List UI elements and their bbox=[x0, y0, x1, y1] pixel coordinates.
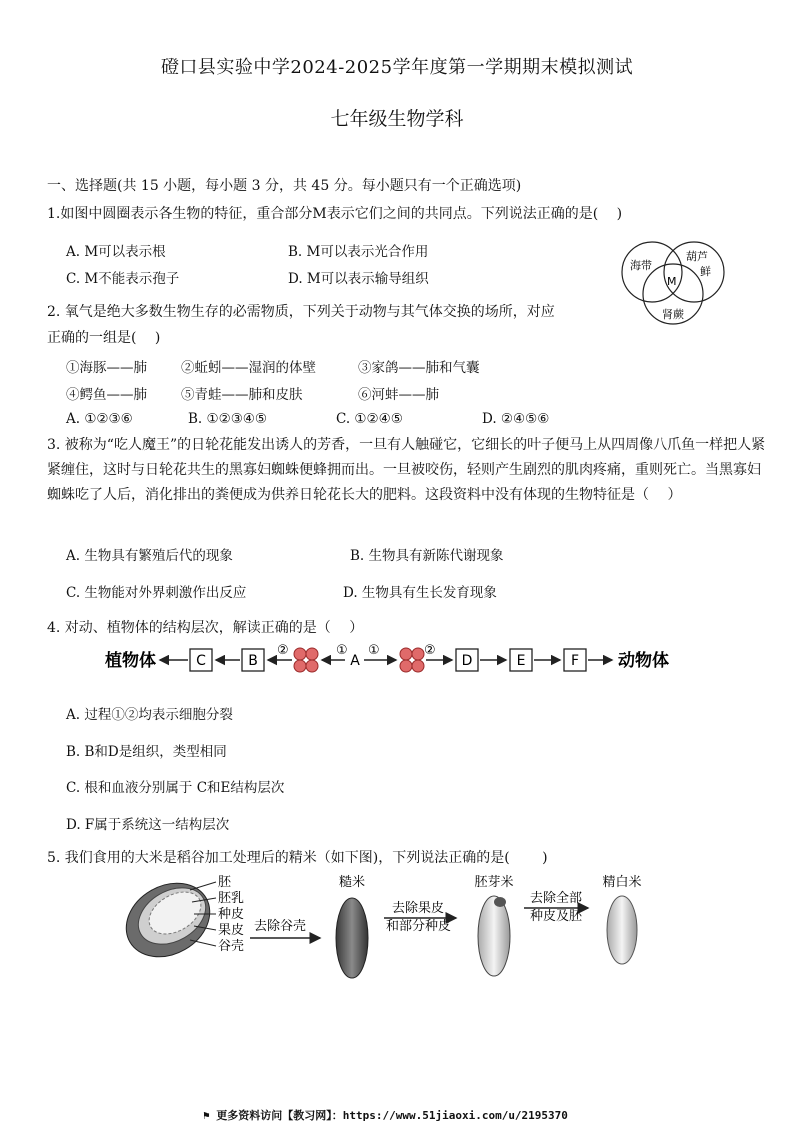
q3-option-d[interactable]: D. 生物具有生长发育现象 bbox=[343, 585, 497, 601]
rice-processing-diagram bbox=[120, 868, 680, 988]
stage-germ-rice: 胚芽米 bbox=[474, 875, 514, 890]
venn-label-m: M bbox=[667, 275, 677, 288]
q2-item-6: ⑥河蚌——肺 bbox=[358, 387, 439, 403]
arrow3-label-line2: 种皮及胚 bbox=[530, 909, 583, 924]
step-1-left: ① bbox=[336, 643, 348, 658]
brown-rice-grain bbox=[336, 898, 368, 978]
q4-option-c[interactable]: C. 根和血液分别属于 C和E结构层次 bbox=[66, 780, 285, 796]
germ-rice-grain bbox=[478, 896, 510, 976]
box-e-label: E bbox=[516, 653, 526, 669]
q1-stem: 1.如图中圆圈表示各生物的特征，重合部分M表示它们之间的共同点。下列说法正确的是( ) bbox=[47, 206, 623, 222]
rice-seed-cross-section bbox=[120, 869, 223, 972]
q2-item-3: ③家鸽——肺和气囊 bbox=[358, 360, 480, 376]
q1-option-a[interactable]: A. M可以表示根 bbox=[66, 244, 166, 260]
stage-brown-rice: 糙米 bbox=[338, 875, 366, 890]
q2-option-c[interactable]: C. ①②④⑤ bbox=[336, 411, 403, 427]
page-title: 磴口县实验中学2024-2025学年度第一学期期末模拟测试 bbox=[160, 57, 634, 78]
germ-spot bbox=[494, 897, 506, 907]
arrow2-label-line1: 去除果皮 bbox=[392, 901, 445, 916]
venn-label-gourd: 葫芦 bbox=[686, 250, 708, 263]
part-embryo: 胚 bbox=[218, 875, 232, 890]
section-heading: 一、选择题(共 15 小题，每小题 3 分，共 45 分。每小题只有一个正确选项) bbox=[47, 178, 522, 194]
q3-option-c[interactable]: C. 生物能对外界刺激作出反应 bbox=[66, 585, 247, 601]
q2-option-b[interactable]: B. ①②③④⑤ bbox=[188, 411, 268, 427]
venn-label-fresh: 鲜 bbox=[700, 265, 711, 278]
structure-levels-diagram bbox=[100, 640, 700, 680]
q2-item-5: ⑤青蛙——肺和皮肤 bbox=[181, 387, 303, 403]
q3-option-b[interactable]: B. 生物具有新陈代谢现象 bbox=[350, 548, 504, 564]
arrow1-label: 去除谷壳 bbox=[254, 919, 307, 934]
q1-option-c[interactable]: C. M不能表示孢子 bbox=[66, 271, 180, 287]
q2-item-4: ④鳄鱼——肺 bbox=[66, 387, 147, 403]
q3-option-a[interactable]: A. 生物具有繁殖后代的现象 bbox=[66, 548, 233, 564]
box-c-label: C bbox=[196, 653, 206, 669]
animal-body-label: 动物体 bbox=[618, 651, 669, 671]
box-b-label: B bbox=[248, 653, 258, 669]
part-seed-coat: 种皮 bbox=[218, 907, 245, 922]
venn-diagram bbox=[618, 236, 728, 328]
cell-a-label: A bbox=[350, 653, 360, 669]
q5-stem: 5. 我们食用的大米是稻谷加工处理后的精米（如下图)，下列说法正确的是( ) bbox=[47, 850, 548, 866]
q2-option-a[interactable]: A. ①②③⑥ bbox=[66, 411, 133, 427]
step-2-right: ② bbox=[424, 643, 436, 658]
q1-option-d[interactable]: D. M可以表示输导组织 bbox=[288, 271, 429, 287]
q4-option-d[interactable]: D. F属于系统这一结构层次 bbox=[66, 817, 230, 833]
q2-item-2: ②蚯蚓——湿润的体壁 bbox=[181, 360, 316, 376]
q2-stem-line2: 正确的一组是( ) bbox=[47, 330, 161, 346]
footer-link[interactable] bbox=[203, 1107, 568, 1123]
q4-stem: 4. 对动、植物体的结构层次，解读正确的是（ ） bbox=[47, 620, 364, 636]
footer-text: 更多资料访问【教习网】：https://www.51jiaoxi.com/u/2195370 bbox=[216, 1109, 568, 1122]
box-f-label: F bbox=[570, 653, 580, 669]
q4-option-b[interactable]: B. B和D是组织，类型相同 bbox=[66, 744, 227, 760]
q2-stem-line1: 2. 氧气是绝大多数生物生存的必需物质，下列关于动物与其气体交换的场所，对应 bbox=[47, 304, 555, 320]
cell-cluster-right bbox=[400, 648, 424, 672]
q2-option-d[interactable]: D. ②④⑤⑥ bbox=[482, 411, 550, 427]
step-1-right: ① bbox=[368, 643, 380, 658]
q2-item-1: ①海豚——肺 bbox=[66, 360, 147, 376]
part-pericarp: 果皮 bbox=[218, 923, 245, 938]
box-d-label: D bbox=[461, 653, 473, 669]
flag-icon: ⚑ bbox=[203, 1109, 217, 1122]
part-husk: 谷壳 bbox=[218, 939, 245, 954]
q4-option-a[interactable]: A. 过程①②均表示细胞分裂 bbox=[66, 707, 233, 723]
page-subtitle: 七年级生物学科 bbox=[330, 108, 464, 130]
stage-polished-rice: 精白米 bbox=[602, 875, 642, 890]
polished-rice-grain bbox=[607, 896, 637, 964]
venn-label-fern: 肾蕨 bbox=[662, 308, 684, 321]
arrow2-label-line2: 和部分种皮 bbox=[386, 919, 452, 934]
part-endosperm: 胚乳 bbox=[218, 891, 245, 906]
q1-option-b[interactable]: B. M可以表示光合作用 bbox=[288, 244, 429, 260]
venn-label-kelp: 海带 bbox=[630, 259, 652, 272]
cell-cluster-left bbox=[294, 648, 318, 672]
plant-body-label: 植物体 bbox=[105, 651, 156, 671]
arrow3-label-line1: 去除全部 bbox=[530, 891, 583, 906]
step-2-left: ② bbox=[277, 643, 289, 658]
q3-stem: 3. 被称为“吃人魔王”的日轮花能发出诱人的芳香，一旦有人触碰它，它细长的叶子便马上从四周像八爪鱼一样把人紧紧缠住，这时与日轮花共生的黑寡妇蜘蛛便蜂拥而出。一旦被咬伤，轻则产生剧烈的肌肉疼痛，重则死亡。当黑寡妇蜘蛛吃了人后，消化排出的粪便成为供养日轮花长大的肥料。这段资料中没有体现的生物特征是（ ） bbox=[47, 437, 766, 503]
